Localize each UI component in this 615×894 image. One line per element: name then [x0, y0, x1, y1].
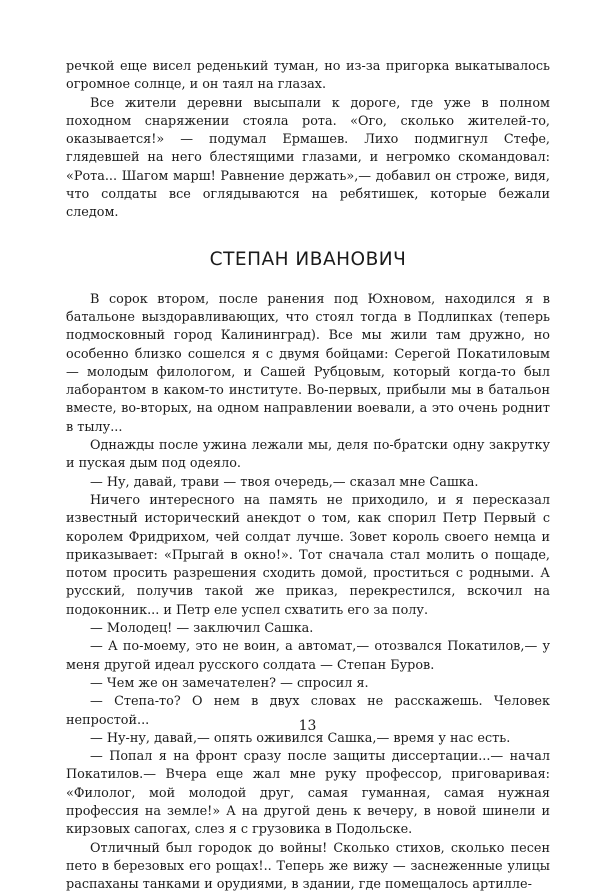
dialogue-line: — А по-моему, это не воин, а автомат,— отозвался Покатилов,— у меня другой идеал русского солдата — Степан Буров.: [66, 639, 550, 673]
dialogue-line: — Чем же он замечателен? — спросил я.: [90, 675, 369, 691]
dialogue-line: — Ну-ну, давай,— опять оживился Сашка,— время у нас есть.: [90, 730, 511, 746]
page-number: 13: [298, 718, 317, 734]
paragraph: Однажды после ужина лежали мы, деля по-братски одну закрутку и пуская дым под одеяло.: [66, 438, 550, 472]
book-page: [66, 58, 550, 894]
dialogue-line: — Степа-то? О нем в двух словах не расскажешь. Человек непростой...: [66, 694, 550, 728]
dialogue-line: — Попал я на фронт сразу после защиты диссертации...— начал Покатилов.— Вчера еще жал мне руку профессор, приговаривая: «Филолог, мой молодой друг, самая гуманная, самая нужная профессия на земле!» А на другой день к вечеру, в новой шинели и кирзовых сапогах, слез я с грузовика в Подольске.: [66, 749, 550, 838]
dialogue-line: — Ну, давай, трави — твоя очередь,— сказал мне Сашка.: [90, 474, 479, 490]
paragraph: Ничего интересного на память не приходило, и я пересказал известный исторический анекдот о том, как спорил Петр Первый с королем Фридрихом, чей солдат лучше. Зовет король своего немца и приказывает: «Прыгай в окно!». Тот сначала стал молить о пощаде, потом просить разрешения сходить домой, проститься с родными. А русский, получив такой же приказ, перекрестился, вскочил на подоконник... и Петр еле успел схватить его за полу.: [66, 492, 550, 618]
paragraph: Все жители деревни высыпали к дороге, где уже в полном походном снаряжении стояла рота. «Ого, сколько жителей-то, оказывается!» — подумал Ермашев. Лихо подмигнул Стефе, глядевшей на него блестящими глазами, и негромко скомандовал: «Рота... Шагом марш! Равнение держать»,— добавил он строже, видя, что солдаты все оглядываются на ребятишек, которые бежали следом.: [66, 95, 550, 221]
dialogue-line: — Молодец! — заключил Сашка.: [90, 621, 314, 637]
paragraph-continued: речкой еще висел реденький туман, но из-за пригорка выкатывалось огромное солнце, и он таял на глазах.: [66, 59, 550, 93]
chapter-title: СТЕПАН ИВАНОВИЧ: [209, 248, 407, 270]
paragraph: В сорок втором, после ранения под Юхновом, находился я в батальоне выздоравливающих, что стоял тогда в Подлипках (теперь подмосковный город Калининград). Все мы жили там дружно, но особенно близко сошелся я с двумя бойцами: Серегой Покатиловым — молодым филологом, и Сашей Рубцовым, который когда-то был лаборантом в каком-то институте. Во-первых, прибыли мы в батальон вместе, во-вторых, на одном направлении воевали, а это очень роднит в тылу...: [66, 291, 550, 435]
paragraph: Отличный был городок до войны! Сколько стихов, сколько песен пето в березовых его рощах!.. Теперь же вижу — заснеженные улицы распаханы танками и орудиями, в здании, где помещалось артилле-: [66, 840, 550, 893]
